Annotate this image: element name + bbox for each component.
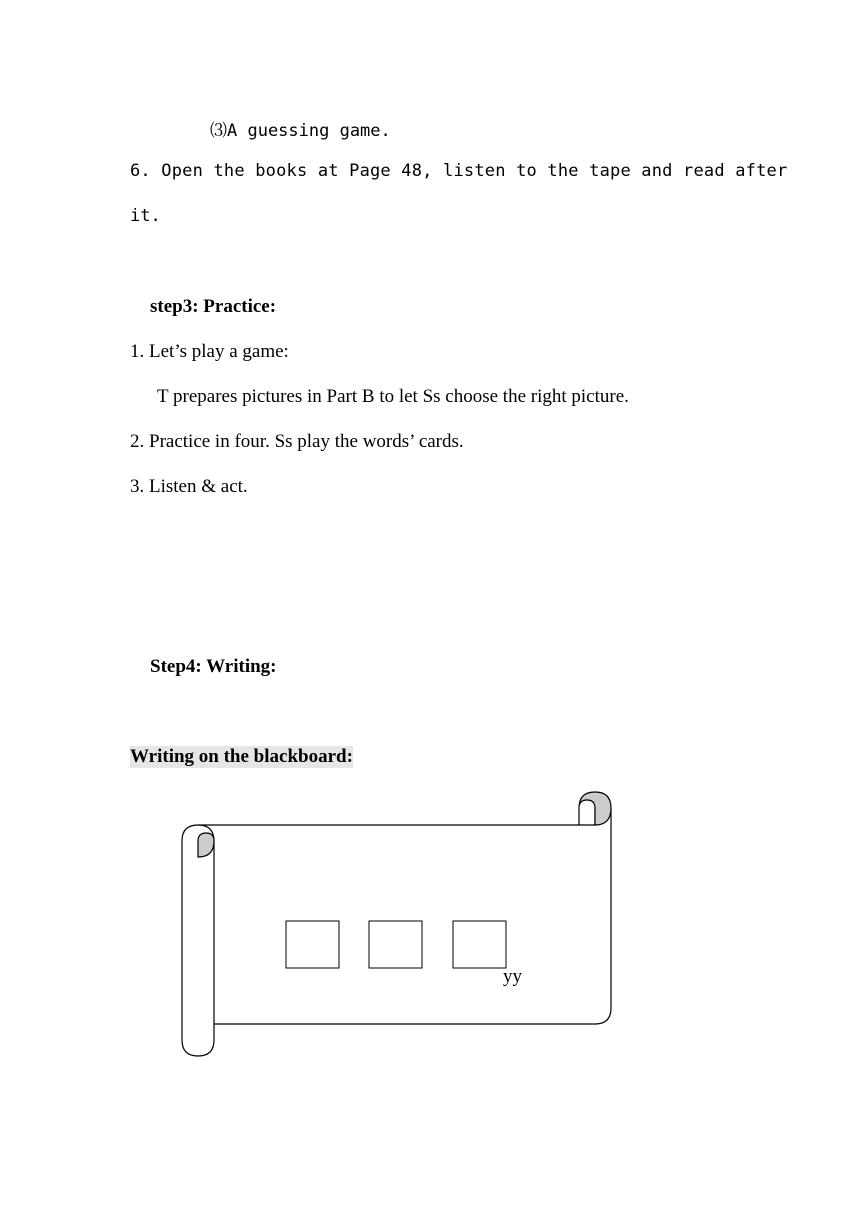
practice-item-2: 2. Practice in four. Ss play the words’ cards.	[130, 431, 464, 452]
step4-heading: Step4: Writing:	[150, 656, 277, 677]
blackboard-heading: Writing on the blackboard:	[130, 746, 353, 767]
guessing-game-line: ⑶A guessing game.	[210, 121, 391, 141]
item-6-line-1: 6. Open the books at Page 48, listen to the tape and read after	[130, 161, 788, 181]
scroll-body	[198, 808, 611, 1024]
practice-item-3: 3. Listen & act.	[130, 476, 248, 497]
blackboard-label: yy	[503, 966, 522, 987]
blank-box-3	[453, 921, 506, 968]
scroll-right-curl	[579, 792, 611, 825]
practice-item-1: 1. Let’s play a game:	[130, 341, 289, 362]
blank-box-2	[369, 921, 422, 968]
step3-heading: step3: Practice:	[150, 296, 277, 317]
scroll-left-roll	[182, 825, 214, 1056]
item-6-line-2: it.	[130, 206, 161, 226]
practice-item-1-detail: T prepares pictures in Part B to let Ss choose the right picture.	[157, 386, 629, 407]
blank-box-1	[286, 921, 339, 968]
